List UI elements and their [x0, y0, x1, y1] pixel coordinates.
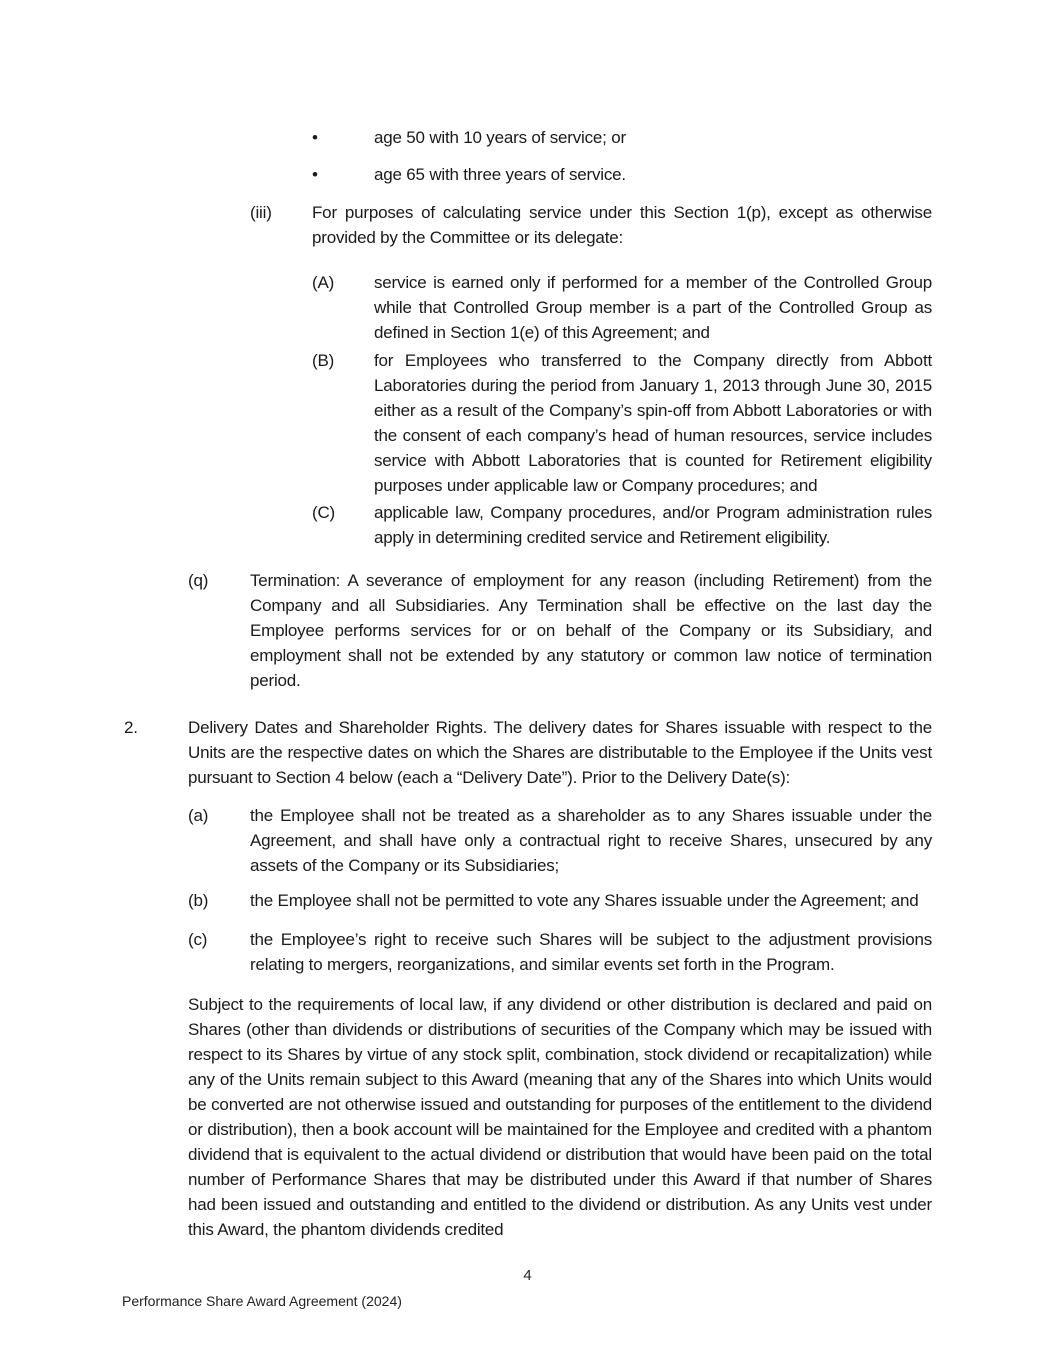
- clause-q: [188, 568, 932, 693]
- section-number: 2.: [124, 718, 138, 737]
- bullet-icon: •: [312, 128, 318, 147]
- subclause-C: [312, 500, 932, 550]
- bullet-list-item: [312, 125, 932, 150]
- clause-text: For purposes of calculating service under this Section 1(p), except as otherwise provided by the Committee or its delegate:: [312, 203, 932, 247]
- clause-text: the Employee shall not be permitted to vote any Shares issuable under the Agreement; and: [250, 891, 919, 910]
- clause-label: (q): [188, 571, 209, 590]
- subclause-A: [312, 270, 932, 345]
- closing-paragraph: Subject to the requirements of local law, if any dividend or other distribution is declared and paid on Shares (other than dividends or distributions of securities of the Company which may be issued with respect to its Shares by virtue of any stock split, combination, stock dividend or recapitalization) while any of the Units remain subject to this Award (meaning that any of the Shares into which Units would be converted are not otherwise issued and outstanding for purposes of the entitlement to the dividend or distribution), then a book account will be maintained for the Employee and credited with a phantom dividend that is equivalent to the actual dividend or distribution that would have been paid on the total number of Performance Shares that may be distributed under this Award if that number of Shares had been issued and outstanding and entitled to the dividend or distribution. As any Units vest under this Award, the phantom dividends credited: [188, 995, 932, 1239]
- page-number: 4: [523, 1267, 532, 1284]
- footer-document-title: Performance Share Award Agreement (2024): [122, 1293, 402, 1309]
- section-2: [124, 715, 932, 790]
- clause-label: (B): [312, 351, 335, 370]
- subclause-B: [312, 348, 932, 498]
- clause-a: [188, 803, 932, 878]
- clause-text: Termination: A severance of employment for any reason (including Retirement) from the Company and all Subsidiaries. Any Termination shall be effective on the last day the Employee performs services for or on behalf of the Company or its Subsidiary, and employment shall not be extended by any statutory or common law notice of termination period.: [250, 571, 932, 690]
- clause-c: [188, 927, 932, 977]
- bullet-text: age 65 with three years of service.: [374, 165, 626, 184]
- clause-text: applicable law, Company procedures, and/or Program administration rules apply in determining credited service and Retirement eligibility.: [374, 503, 932, 547]
- bullet-icon: •: [312, 165, 318, 184]
- clause-iii: [250, 200, 932, 250]
- clause-label: (C): [312, 503, 335, 522]
- section-text: Delivery Dates and Shareholder Rights. The delivery dates for Shares issuable with respect to the Units are the respective dates on which the Shares are distributable to the Employee if the Units vest pursuant to Section 4 below (each a “Delivery Date”). Prior to the Delivery Date(s):: [188, 718, 932, 787]
- clause-label: (b): [188, 891, 209, 910]
- clause-text: service is earned only if performed for a member of the Controlled Group while that Controlled Group member is a part of the Controlled Group as defined in Section 1(e) of this Agreement; and: [374, 273, 932, 342]
- clause-text: the Employee shall not be treated as a shareholder as to any Shares issuable under the Agreement, and shall have only a contractual right to receive Shares, unsecured by any assets of the Company or its Subsidiaries;: [250, 806, 932, 875]
- clause-label: (c): [188, 930, 208, 949]
- clause-label: (a): [188, 806, 209, 825]
- bullet-text: age 50 with 10 years of service; or: [374, 128, 626, 147]
- bullet-list-item: [312, 162, 932, 187]
- clause-text: for Employees who transferred to the Company directly from Abbott Laboratories during the period from January 1, 2013 through June 30, 2015 either as a result of the Company’s spin-off from Abbott Laboratories or with the consent of each company’s head of human resources, service includes service with Abbott Laboratories that is counted for Retirement eligibility purposes under applicable law or Company procedures; and: [374, 351, 932, 495]
- clause-label: (iii): [250, 203, 272, 222]
- clause-b: [188, 888, 932, 913]
- clause-text: the Employee’s right to receive such Shares will be subject to the adjustment provisions relating to mergers, reorganizations, and similar events set forth in the Program.: [250, 930, 932, 974]
- clause-label: (A): [312, 273, 335, 292]
